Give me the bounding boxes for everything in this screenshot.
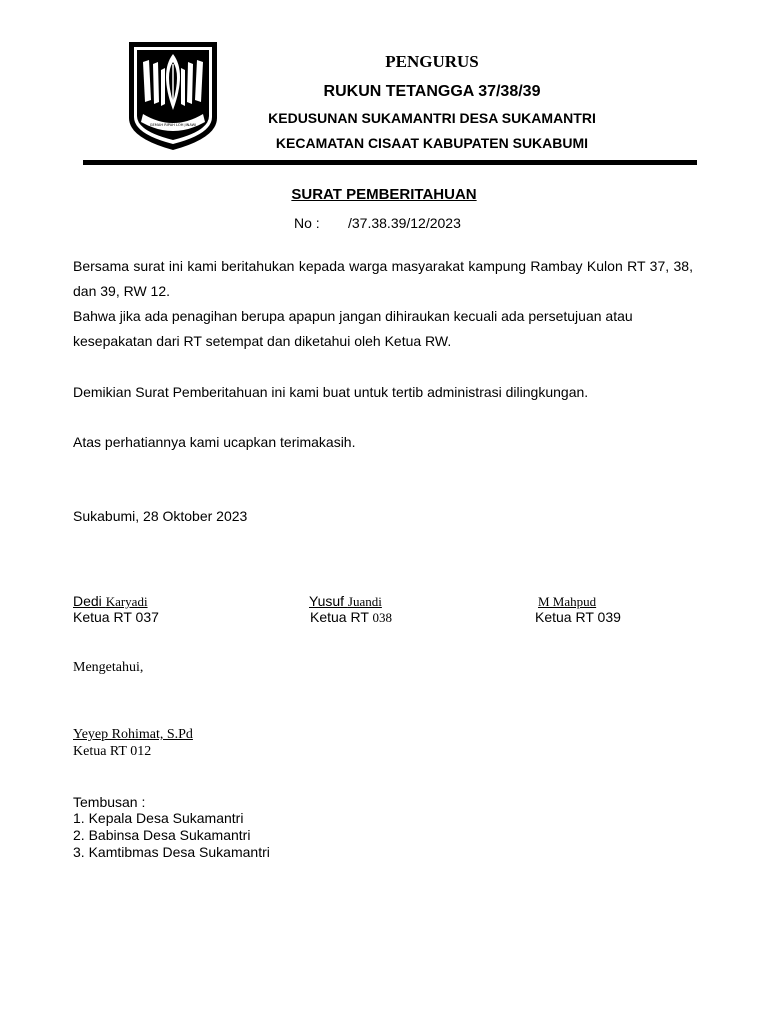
signatory-name: Yusuf Juandi — [309, 593, 382, 609]
copies-item: 2. Babinsa Desa Sukamantri — [73, 827, 251, 843]
letter-number-label: No : — [294, 215, 320, 231]
copies-title: Tembusan : — [73, 794, 146, 810]
svg-text:GEMAH RIPAH LOH JINAWI — [150, 123, 197, 127]
letterhead-title: PENGURUS — [385, 52, 479, 71]
acknowledged-role: Ketua RT 012 — [73, 744, 152, 759]
copies-item: 3. Kamtibmas Desa Sukamantri — [73, 844, 270, 860]
signatory-role: Ketua RT 039 — [535, 609, 621, 625]
signatory-role: Ketua RT 037 — [73, 609, 159, 625]
letterhead-divider — [83, 160, 697, 165]
body-paragraph-thanks: Atas perhatiannya kami ucapkan terimakasih. — [73, 434, 356, 450]
body-paragraph-closing: Demikian Surat Pemberitahuan ini kami buat untuk tertib administrasi dilingkungan. — [73, 384, 589, 400]
body-paragraph-warning: Bahwa jika ada penagihan berupa apapun jangan dihiraukan kecuali ada persetujuan atau kesepakatan dari RT setempat dan diketahui oleh Ketua RW. — [73, 308, 633, 349]
acknowledged-label: Mengetahui, — [73, 660, 144, 675]
signatory-name: M Mahpud — [538, 594, 597, 609]
letter-title: SURAT PEMBERITAHUAN — [291, 186, 477, 203]
letterhead-organization: RUKUN TETANGGA 37/38/39 — [323, 83, 541, 100]
letterhead-village: KEDUSUNAN SUKAMANTRI DESA SUKAMANTRI — [268, 110, 596, 126]
copies-item: 1. Kepala Desa Sukamantri — [73, 810, 244, 826]
place-date: Sukabumi, 28 Oktober 2023 — [73, 508, 248, 524]
body-paragraph-announcement: Bersama surat ini kami beritahukan kepada warga masyarakat kampung Rambay Kulon RT 37, 38, dan 39, RW 12. — [73, 258, 693, 299]
signatory-role: Ketua RT 038 — [310, 609, 393, 625]
acknowledged-name: Yeyep Rohimat, S.Pd — [73, 727, 193, 742]
letterhead-district: KECAMATAN CISAAT KABUPATEN SUKABUMI — [275, 135, 589, 151]
signatory-name: Dedi Karyadi — [73, 593, 148, 609]
logo-motto-text: GEMAH RIPAH LOH JINAWI — [149, 123, 197, 127]
letter-number-value: /37.38.39/12/2023 — [348, 215, 461, 231]
